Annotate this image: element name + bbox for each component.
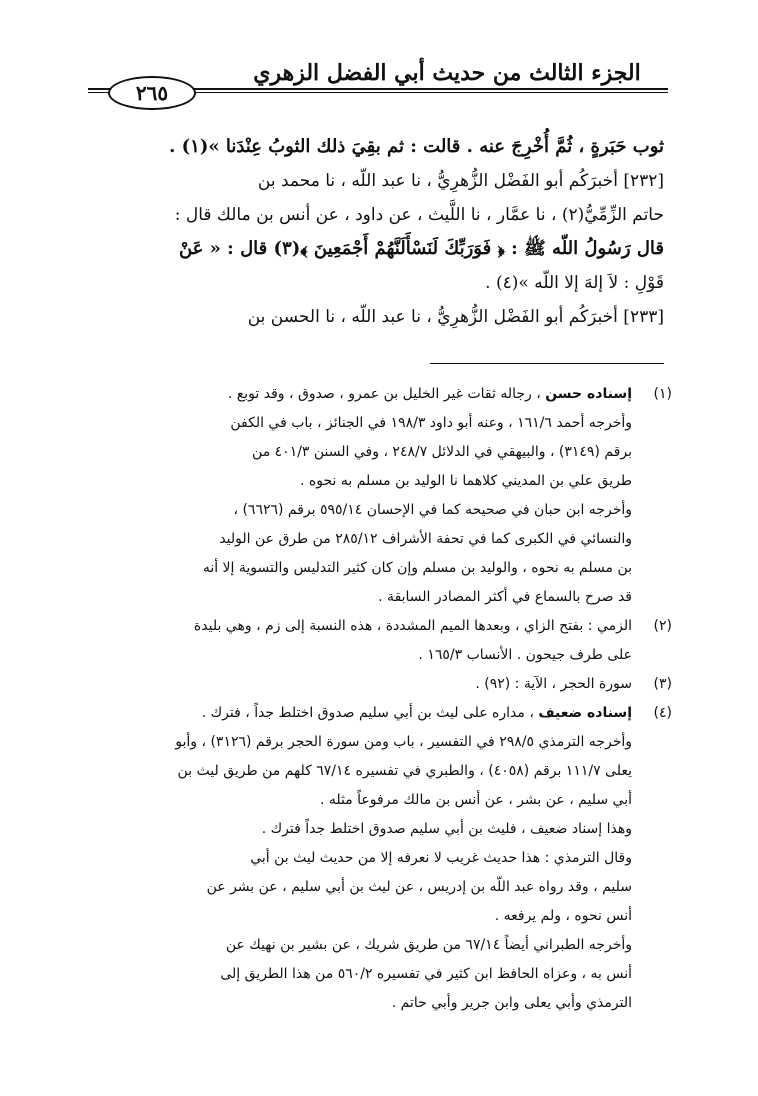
footnotes — [92, 380, 672, 1018]
footnote-4 — [92, 699, 672, 1018]
main-line: حاتم الزِّمِّيُّ(٢) ، نا عمَّار ، نا اللَّيث ، عن داود ، عن أنس بن مالك قال : — [174, 205, 664, 225]
main-line: [٢٣٢] أخبرَكُم أبو الفَضْل الزُّهرِيُّ ، نا عبد اللّه ، نا محمد بن — [257, 171, 664, 191]
footnote-line: بن مسلم به نحوه ، والوليد بن مسلم وإن كان كثير التدليس والتسوية إلا أنه — [202, 560, 632, 576]
footnote-line: أنس نحوه ، ولم يرفعه . — [494, 908, 632, 924]
footnote-text: ، مداره على ليث بن أبي سليم صدوق اختلط جداً ، فترك . — [201, 705, 534, 721]
footnote-line — [92, 380, 632, 409]
footnote-line: أنس به ، وعزاه الحافظ ابن كثير في تفسيره ٥٦٠/٢ من هذا الطريق إلى — [220, 966, 632, 982]
footnote-line: برقم (٣١٤٩) ، والبيهقي في الدلائل ٢٤٨/٧ ، وفي السنن ٤٠١/٣ من — [252, 444, 632, 460]
footnote-body — [92, 380, 632, 612]
footnote-lead: إسناده ضعيف — [538, 705, 632, 721]
footnote-line: يعلى ١١١/٧ برقم (٤٠٥٨) ، والطبري في تفسيره ٦٧/١٤ كلهم من طريق ليث بن — [177, 763, 632, 779]
page-number-badge — [108, 76, 196, 110]
footnote-body — [92, 670, 632, 699]
page-header — [88, 62, 668, 106]
footnote-line: الترمذي وأبي يعلى وابن جرير وأبي حاتم . — [391, 995, 632, 1011]
footnote-line: وأخرجه ابن حبان في صحيحه كما في الإحسان ٥٩٥/١٤ برقم (٦٦٢٦) ، — [233, 502, 632, 518]
main-text — [92, 130, 664, 334]
footnote-number: (٣) — [653, 676, 672, 692]
footnote-number: (١) — [653, 386, 672, 402]
footnote-line: والنسائي في الكبرى كما في تحفة الأشراف ٢٨٥/١٢ من طرق عن الوليد — [219, 531, 632, 547]
footnote-line: أبي سليم ، عن بشر ، عن أنس بن مالك مرفوعاً مثله . — [319, 792, 632, 808]
footnote-1 — [92, 380, 672, 612]
footnote-body — [92, 612, 632, 670]
footnote-divider — [430, 363, 664, 364]
main-line: ثوب حَبَرةٍ ، ثُمَّ أُخْرِجَ عنه . قالت : ثم بقِيَ ذلك الثوبُ عِنْدَنا »(١) . — [169, 136, 664, 157]
footnote-line: سورة الحجر ، الآية : (٩٢) . — [475, 676, 632, 692]
footnote-line: وقال الترمذي : هذا حديث غريب لا نعرفه إلا من حديث ليث بن أبي — [250, 850, 632, 866]
page-number: ٢٦٥ — [135, 81, 169, 105]
footnote-number: (٢) — [653, 618, 672, 634]
footnote-line: وأخرجه أحمد ١٦١/٦ ، وعنه أبو داود ١٩٨/٣ في الجنائز ، باب في الكفن — [230, 415, 632, 431]
footnote-line: طريق علي بن المديني كلاهما نا الوليد بن مسلم به نحوه . — [300, 473, 632, 489]
footnote-3 — [92, 670, 672, 699]
footnote-line: وأخرجه الطبراني أيضاً ٦٧/١٤ من طريق شريك ، عن بشير بن نهيك عن — [225, 937, 632, 953]
main-line: [٢٣٣] أخبرَكُم أبو الفَضْل الزُّهرِيُّ ، نا عبد اللّه ، نا الحسن بن — [247, 307, 664, 327]
footnote-number: (٤) — [653, 705, 672, 721]
footnote-2 — [92, 612, 672, 670]
footnote-body — [92, 699, 632, 1018]
footnote-line: على طرف جيحون . الأنساب ١٦٥/٣ . — [418, 647, 632, 663]
footnote-text: ، رجاله ثقات غير الخليل بن عمرو ، صدوق ، وقد توبع . — [227, 386, 541, 402]
main-line: قَوْلِ : لاَ إلهَ إلا اللّه »(٤) . — [485, 273, 664, 293]
main-line: قال رَسُولُ اللّه ﷺ : ﴿ فَوَرَبِّكَ لَنَسْأَلَنَّهُمْ أَجْمَعِينَ ﴾(٣) قال : « عَنْ — [178, 238, 664, 259]
footnote-line: قد صرح بالسماع في أكثر المصادر السابقة . — [378, 589, 632, 605]
footnote-lead: إسناده حسن — [545, 386, 632, 402]
footnote-line: سليم ، وقد رواه عبد اللّه بن إدريس ، عن ليث بن أبي سليم ، عن بشر عن — [206, 879, 632, 895]
running-title: الجزء الثالث من حديث أبي الفضل الزهري — [226, 60, 668, 86]
footnote-line — [92, 699, 632, 728]
footnote-line: وهذا إسناد ضعيف ، فليث بن أبي سليم صدوق اختلط جداً فترك . — [261, 821, 632, 837]
footnote-line: وأخرجه الترمذي ٢٩٨/٥ في التفسير ، باب ومن سورة الحجر برقم (٣١٢٦) ، وأبو — [175, 734, 632, 750]
footnote-line: الزمي : بفتح الزاي ، وبعدها الميم المشددة ، هذه النسبة إلى زم ، وهي بليدة — [193, 618, 632, 634]
